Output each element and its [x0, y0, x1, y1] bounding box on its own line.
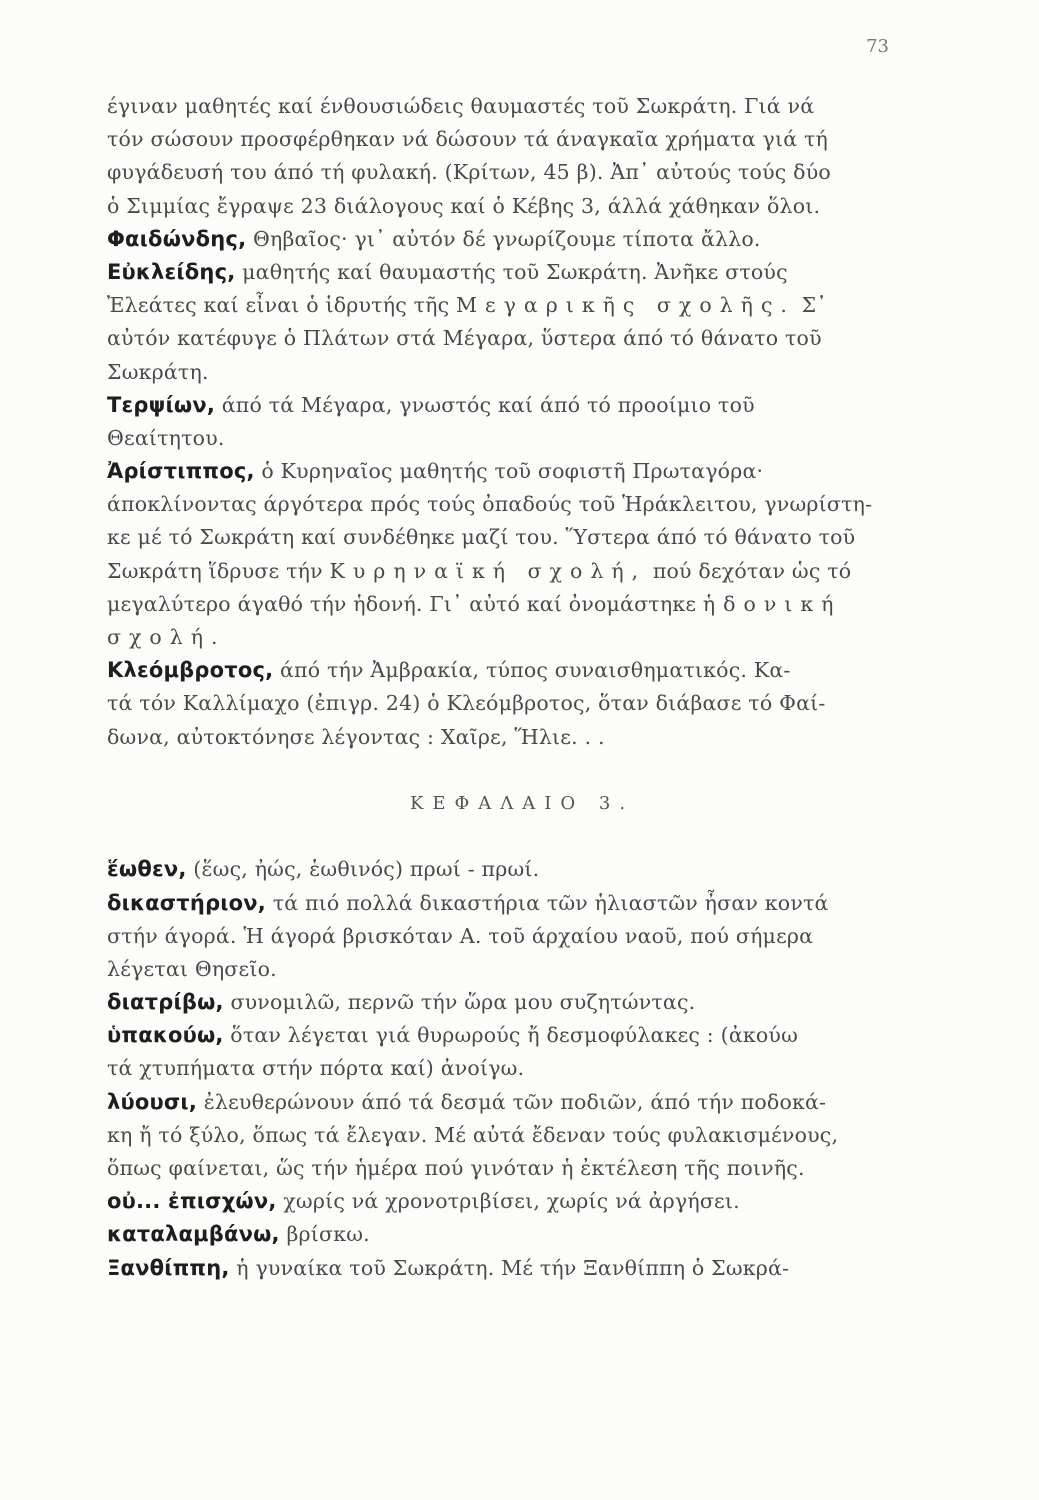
glossary-entry	[107, 1252, 907, 1285]
entry-text: τά πιό πολλά δικαστήρια τῶν ἡλιαστῶν ἦσαν κοντά	[272, 890, 829, 915]
chapter-heading: ΚΕΦΑΛΑΙΟ 3.	[409, 792, 635, 814]
entry-text: ὅταν λέγεται γιά θυρωρούς ἤ δεσμοφύλακες : (ἀκούω	[230, 1023, 799, 1048]
text-segment: μεγαλύτερο άγαθό τήν ἡδονή. Γι᾽ αὐτό καί ὀνομάστηκε	[107, 591, 697, 616]
entry-term: Φαιδώνδης,	[107, 226, 247, 251]
page-text	[107, 90, 907, 1285]
entry-term: Ἀρίστιππος,	[107, 459, 255, 484]
spacer	[107, 754, 907, 787]
entry-term: καταλαμβάνω,	[107, 1222, 280, 1247]
entry-text: ὁ Κυρηναῖος μαθητής τοῦ σοφιστῆ Πρωταγόρα·	[261, 459, 764, 484]
glossary-entry	[107, 853, 907, 886]
text-line: κη ἤ τό ξύλο, ὅπως τά ἔλεγαν. Μέ αὐτά ἔδεναν τούς φυλακισμένους,	[107, 1122, 839, 1147]
entry-text: ἐλευθερώνουν άπό τά δεσμά τῶν ποδιῶν, άπό τήν ποδοκά-	[203, 1089, 827, 1114]
entry-text: συνομιλῶ, περνῶ τήν ὥρα μου συζητώντας.	[230, 990, 696, 1015]
text-line	[107, 588, 907, 621]
spaced-text: Κυρηναϊκή σχολή,	[329, 558, 647, 583]
text-line: τόν σώσουν προσφέρθηκαν νά δώσουν τά άναγκαῖα χρήματα γιά τή	[107, 127, 829, 152]
entry-term: Ξανθίππη,	[107, 1255, 230, 1280]
entry-text: ἡ γυναίκα τοῦ Σωκράτη. Μέ τήν Ξανθίππη ὁ Σωκρά-	[236, 1255, 790, 1280]
entry-aristippos	[107, 455, 907, 488]
glossary-entry	[107, 1019, 907, 1052]
entry-text: (ἕως, ἠώς, ἑωθινός) πρωί - πρωί.	[193, 857, 540, 882]
spaced-text: σχολή.	[107, 625, 226, 649]
glossary-entry	[107, 1185, 907, 1218]
text-line: Σωκράτη.	[107, 359, 209, 384]
entry-text: βρίσκω.	[286, 1222, 370, 1247]
page-number: 73	[866, 36, 889, 57]
entry-text: άπό τά Μέγαρα, γνωστός καί άπό τό προοίμιο τοῦ	[221, 392, 755, 417]
entry-kleomvrotos	[107, 654, 907, 687]
glossary-entry	[107, 887, 907, 920]
glossary-entry	[107, 986, 907, 1019]
text-line: άποκλίνοντας άργότερα πρός τούς ὀπαδούς τοῦ Ἡράκλειτου, γνωρίστη-	[107, 492, 873, 517]
entry-term: οὐ... ἐπισχών,	[107, 1189, 277, 1214]
entry-term: Εὐκλείδης,	[107, 259, 236, 284]
entry-text: άπό τήν Ἀμβρακία, τύπος συναισθηματικός. Κα-	[280, 658, 791, 683]
entry-term: ὑπακούω,	[107, 1023, 224, 1048]
text-segment: Ἐλεάτες καί εἶναι ὁ ἱδρυτής τῆς	[107, 293, 450, 318]
spaced-text: ἡδονική	[702, 591, 842, 616]
text-line: κε μέ τό Σωκράτη καί συνδέθηκε μαζί του. Ὕστερα άπό τό θάνατο τοῦ	[107, 525, 856, 550]
text-line: Θεαίτητου.	[107, 425, 225, 450]
text-line: λέγεται Θησεῖο.	[107, 956, 277, 981]
text-segment: Σ᾽	[801, 293, 827, 318]
text-segment: πού δεχόταν ὡς τό	[652, 558, 852, 583]
spacer	[107, 820, 907, 853]
entry-term: διατρίβω,	[107, 990, 224, 1015]
glossary-entry	[107, 1218, 907, 1251]
spaced-text: Μεγαρικῆς σχολῆς.	[456, 293, 795, 318]
entry-text: χωρίς νά χρονοτριβίσει, χωρίς νά ἀργήσει.	[283, 1189, 740, 1214]
text-line: δωνα, αὐτοκτόνησε λέγοντας : Χαῖρε, Ἥλιε. . .	[107, 724, 605, 749]
text-line: αὐτόν κατέφυγε ὁ Πλάτων στά Μέγαρα, ὕστερα άπό τό θάνατο τοῦ	[107, 326, 822, 351]
text-line	[107, 555, 907, 588]
text-line	[107, 289, 907, 322]
text-line: στήν άγορά. Ἡ άγορά βρισκόταν Α. τοῦ άρχαίου ναοῦ, πού σήμερα	[107, 923, 814, 948]
entry-term: Τερψίων,	[107, 392, 216, 417]
text-line: ὁ Σιμμίας ἔγραψε 23 διάλογους καί ὁ Κέβης 3, άλλά χάθηκαν ὅλοι.	[107, 193, 821, 218]
text-line: έγιναν μαθητές καί ένθουσιώδεις θαυμαστές τοῦ Σωκράτη. Γιά νά	[107, 94, 815, 118]
entry-eukleidis	[107, 256, 907, 289]
entry-terpsion	[107, 389, 907, 422]
text-line: φυγάδευσή του άπό τή φυλακή. (Κρίτων, 45 β). Ἀπ᾽ αὐτούς τούς δύο	[107, 160, 831, 185]
entry-text: Θηβαῖος· γι᾽ αὐτόν δέ γνωρίζουμε τίποτα ἄλλο.	[252, 226, 761, 251]
text-line: τά τόν Καλλίμαχο (ἐπιγρ. 24) ὁ Κλεόμβροτος, ὅταν διάβασε τό Φαί-	[107, 691, 826, 716]
text-line: τά χτυπήματα στήν πόρτα καί) ἀνοίγω.	[107, 1056, 525, 1081]
entry-term: Κλεόμβροτος,	[107, 658, 274, 683]
entry-term: λύουσι,	[107, 1089, 197, 1114]
entry-text: μαθητής καί θαυμαστής τοῦ Σωκράτη. Ἀνῆκε στούς	[242, 259, 788, 284]
entry-term: δικαστήριον,	[107, 890, 266, 915]
glossary-entry	[107, 1086, 907, 1119]
text-line: ὅπως φαίνεται, ὥς τήν ἡμέρα πού γινόταν ἡ ἐκτέλεση τῆς ποινῆς.	[107, 1156, 805, 1180]
entry-faidondis	[107, 223, 907, 256]
text-segment: Σωκράτη ἵδρυσε τήν	[107, 558, 323, 583]
entry-term: ἕωθεν,	[107, 857, 187, 882]
